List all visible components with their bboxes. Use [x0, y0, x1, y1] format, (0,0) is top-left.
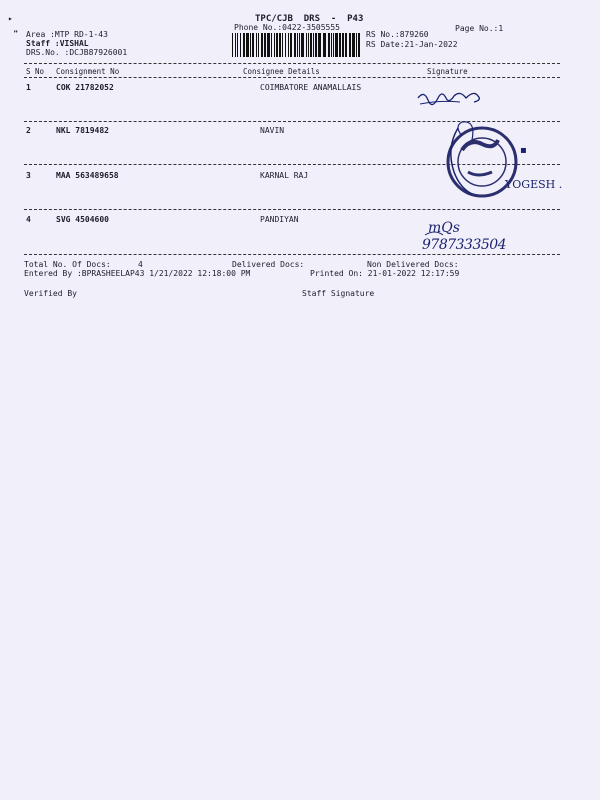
handwritten-phone: 9787333504 — [422, 237, 507, 253]
barcode-bar — [294, 33, 296, 57]
barcode-bar — [282, 33, 283, 57]
barcode-bar — [352, 33, 355, 57]
divider — [24, 254, 560, 255]
barcode-bar — [276, 33, 278, 57]
barcode — [232, 33, 360, 57]
row-consignment: MAA 563489658 — [56, 171, 119, 180]
signature-scribble — [418, 93, 479, 104]
row-sno: 2 — [26, 126, 31, 135]
area-label: Area :MTP RD-1-43 — [26, 30, 108, 39]
row-sno: 3 — [26, 171, 31, 180]
barcode-bar — [310, 33, 312, 57]
barcode-bar — [235, 33, 236, 57]
scan-speck: ▸ — [8, 14, 13, 23]
barcode-bar — [308, 33, 309, 57]
row-consignee: PANDIYAN — [260, 215, 299, 224]
barcode-bar — [339, 33, 341, 57]
barcode-bar — [285, 33, 286, 57]
barcode-bar — [246, 33, 249, 57]
barcode-bar — [323, 33, 326, 57]
col-consignee: Consignee Details — [243, 67, 320, 76]
barcode-bar — [288, 33, 289, 57]
barcode-bar — [315, 33, 317, 57]
row-consignment: COK 21782052 — [56, 83, 114, 92]
col-sno: S No — [26, 67, 45, 76]
barcode-bar — [299, 33, 300, 57]
barcode-bar — [252, 33, 254, 57]
handwritten-note: mQs — [428, 220, 460, 236]
row-consignment: NKL 7819482 — [56, 126, 109, 135]
barcode-bar — [318, 33, 321, 57]
barcode-bar — [349, 33, 351, 57]
barcode-bar — [290, 33, 292, 57]
document-title: TPC/CJB DRS - P43 — [255, 14, 364, 24]
rs-date: RS Date:21-Jan-2022 — [366, 40, 458, 49]
col-consignment: Consignment No — [56, 67, 120, 76]
delivered-docs: Delivered Docs: — [232, 260, 305, 269]
barcode-bar — [297, 33, 298, 57]
barcode-bar — [258, 33, 259, 57]
handwritten-name: YOGESH . — [505, 178, 563, 191]
barcode-bar — [261, 33, 263, 57]
barcode-bar — [335, 33, 338, 57]
divider — [24, 77, 560, 78]
barcode-bar — [274, 33, 275, 57]
barcode-bar — [256, 33, 257, 57]
barcode-bar — [356, 33, 357, 57]
printed-on: Printed On: 21-01-2022 12:17:59 — [310, 269, 460, 278]
non-delivered-docs: Non Delivered Docs: — [367, 260, 459, 269]
barcode-bar — [331, 33, 332, 57]
signature-scribble — [458, 122, 473, 140]
barcode-bar — [240, 33, 241, 57]
barcode-bar — [237, 33, 238, 57]
row-consignee: COIMBATORE ANAMALLAIS — [260, 83, 362, 92]
row-consignment: SVG 4504600 — [56, 215, 109, 224]
barcode-bar — [342, 33, 344, 57]
staff-signature: Staff Signature — [302, 289, 375, 298]
scan-speck: ❞ — [13, 30, 19, 40]
barcode-bar — [333, 33, 334, 57]
stamp-mark: ▪ — [520, 145, 527, 156]
row-sno: 1 — [26, 83, 31, 92]
col-signature: Signature — [427, 67, 468, 76]
phone-number: Phone No.:0422-3505555 — [234, 23, 340, 32]
barcode-bar — [243, 33, 245, 57]
entered-by: Entered By :BPRASHEELAP43 1/21/2022 12:18:00 PM — [24, 269, 251, 278]
staff-label: Staff :VISHAL — [26, 39, 89, 48]
divider — [24, 63, 560, 64]
rs-number: RS No.:879260 — [366, 30, 429, 39]
drs-number: DRS.No. :DCJB87926001 — [26, 48, 128, 57]
divider — [24, 164, 560, 165]
barcode-bar — [328, 33, 330, 57]
verified-by: Verified By — [24, 289, 77, 298]
total-docs-value: 4 — [138, 260, 143, 269]
barcode-bar — [279, 33, 281, 57]
barcode-bar — [232, 33, 233, 57]
barcode-bar — [313, 33, 314, 57]
page-number: Page No.:1 — [455, 24, 504, 33]
row-sno: 4 — [26, 215, 31, 224]
barcode-bar — [345, 33, 347, 57]
signature-scribble — [420, 101, 460, 104]
barcode-bar — [306, 33, 307, 57]
divider — [24, 121, 560, 122]
total-docs-label: Total No. Of Docs: — [24, 260, 111, 269]
row-consignee: KARNAL RAJ — [260, 171, 309, 180]
barcode-bar — [250, 33, 251, 57]
barcode-bar — [264, 33, 266, 57]
barcode-bar — [267, 33, 270, 57]
barcode-bar — [301, 33, 304, 57]
row-consignee: NAVIN — [260, 126, 285, 135]
barcode-bar — [358, 33, 360, 57]
barcode-bar — [271, 33, 272, 57]
divider — [24, 209, 560, 210]
